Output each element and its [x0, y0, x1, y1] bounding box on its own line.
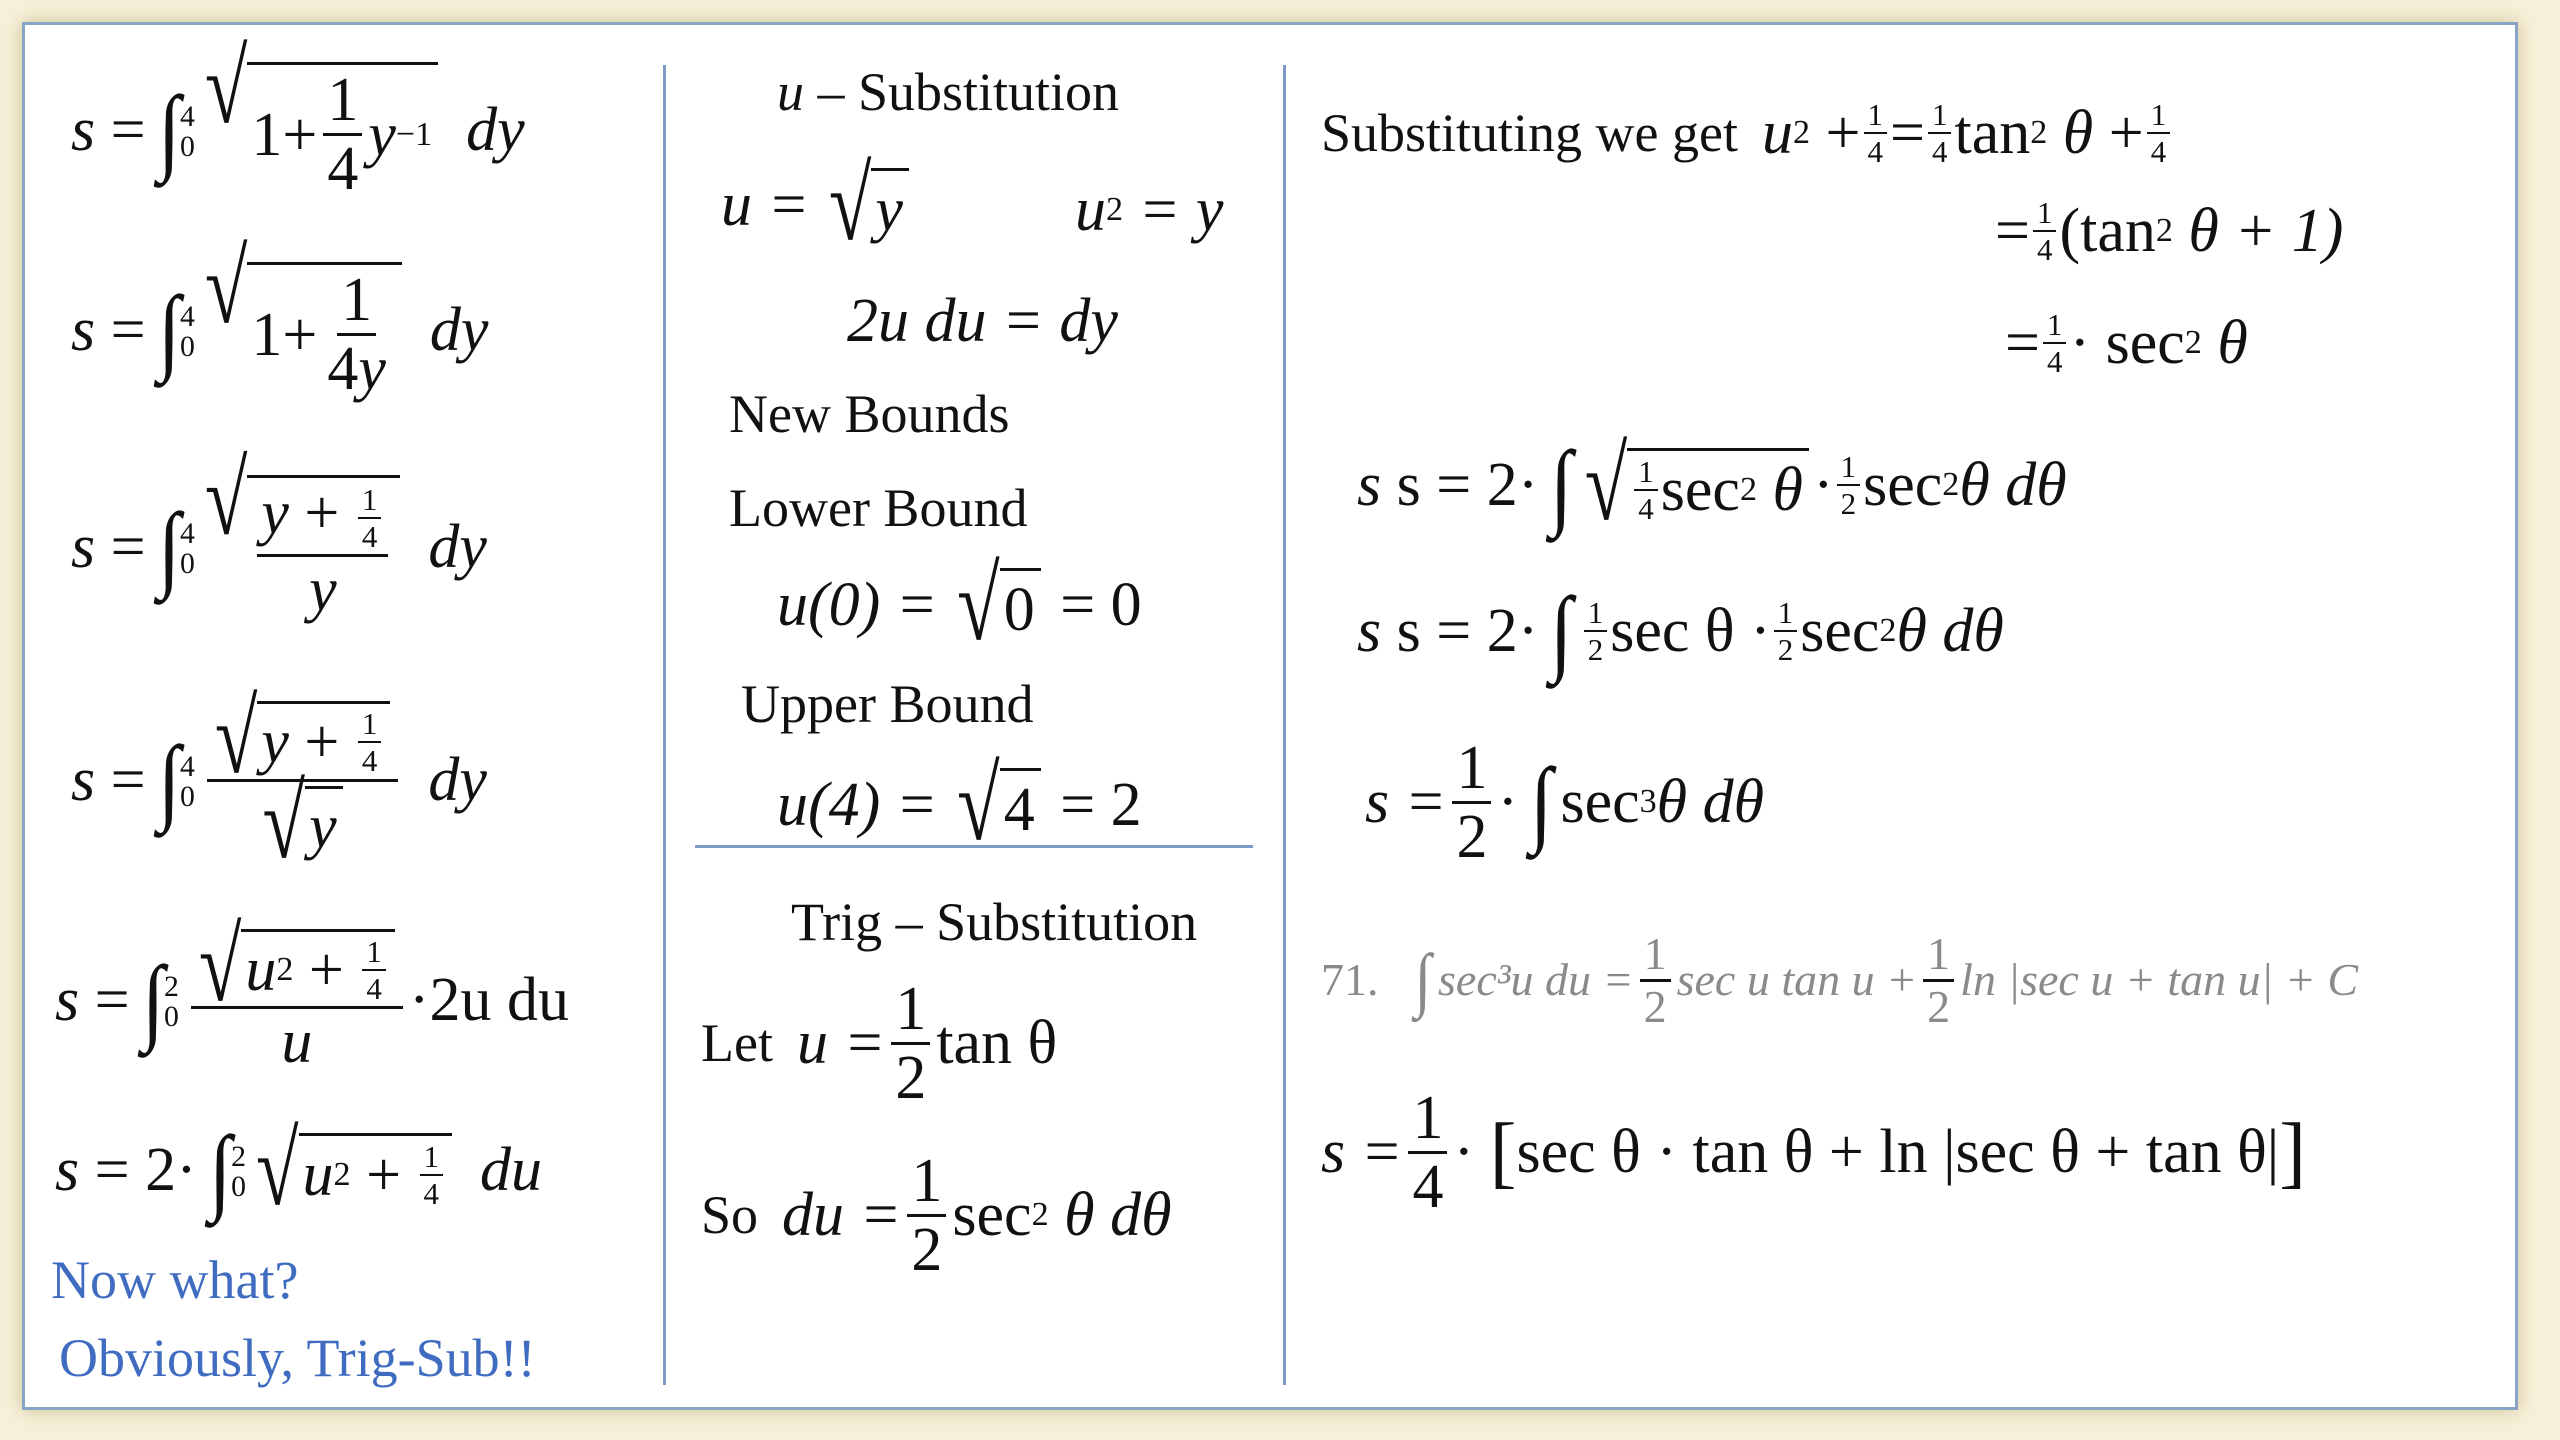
- new-bounds-label: New Bounds: [729, 384, 1010, 444]
- upper-bound-eq: u(4) = √ 4 = 2: [777, 745, 1142, 863]
- trig-integral-3: s = $\frac{1}{2}$ · ∫ sec 3 θ dθ: [1365, 733, 1765, 871]
- slide: [22, 22, 2518, 1410]
- u-squared: u 2 = y: [1075, 176, 1224, 244]
- subst-line-3: = $\frac{1}{4}$ · sec 2 θ: [2005, 307, 2248, 379]
- divider-right: [1283, 65, 1286, 1385]
- subst-line-2: = $\frac{1}{4}$ (tan 2 θ + 1): [1995, 195, 2344, 267]
- note-now-what: Now what?: [51, 1250, 299, 1310]
- eq-arc-3: s = ∫ 4 0 √ y + $\frac{1}{4}$ y dy: [71, 439, 487, 625]
- u-def: u = √ y: [721, 155, 913, 255]
- u-sub-title: u – Substitution: [777, 62, 1120, 122]
- lower-bound-eq: u(0) = √ 0 = 0: [777, 545, 1142, 663]
- note-trig-sub: Obviously, Trig-Sub!!: [59, 1328, 536, 1388]
- eq-arc-4: s = ∫ 4 0 √ y + $\frac{1}{4}$ √ y dy: [71, 678, 487, 880]
- divider-left: [663, 65, 666, 1385]
- trig-sub-title: Trig – Substitution: [791, 892, 1198, 952]
- lower-bound-label: Lower Bound: [729, 478, 1028, 538]
- upper-bound-label: Upper Bound: [741, 674, 1034, 734]
- trig-so: So du = $\frac{1}{2}$ sec 2 θ dθ: [701, 1146, 1172, 1284]
- final-answer: s = $\frac{1}{4}$ · [ sec θ · tan θ + ln |sec θ + tan θ| ]: [1321, 1083, 2307, 1221]
- eq-arc-5: s = ∫ 2 0 √ u 2 + $\frac{1}{4}$ u ·2u du: [55, 906, 570, 1077]
- trig-integral-1: s s = 2· ∫ √ $\frac{1}{4}$ sec 2 θ · $\frac{1}{2}$ sec 2 θ dθ: [1357, 425, 2067, 543]
- subst-line-1: Substituting we get u 2 + $\frac{1}{4}$ = $\frac{1}{4}$ tan 2 θ + $\frac{1}{4}$: [1321, 93, 2173, 173]
- u-derivative: 2u du = dy: [847, 287, 1118, 355]
- trig-integral-2: s s = 2· ∫ $\frac{1}{2}$ sec θ · $\frac{1}{2}$ sec 2 θ dθ: [1357, 576, 2004, 684]
- eq-arc-2: s = ∫ 4 0 √ 1 + $\frac{1}{4y}$ dy: [71, 228, 489, 403]
- integral-table-ref: 71. ∫ sec³u du = $\frac{1}{2}$ sec u tan u + $\frac{1}{2}$ ln |sec u + tan u| + C: [1321, 927, 2359, 1032]
- trig-let: Let u = $\frac{1}{2}$ tan θ: [701, 974, 1058, 1112]
- eq-arc-1: s = ∫ 4 0 √ 1 + $\frac{1}{4}$ y −1 dy: [71, 28, 525, 203]
- eq-arc-6: s = 2· ∫ 2 0 √ u 2 + $\frac{1}{4}$ du: [55, 1110, 543, 1228]
